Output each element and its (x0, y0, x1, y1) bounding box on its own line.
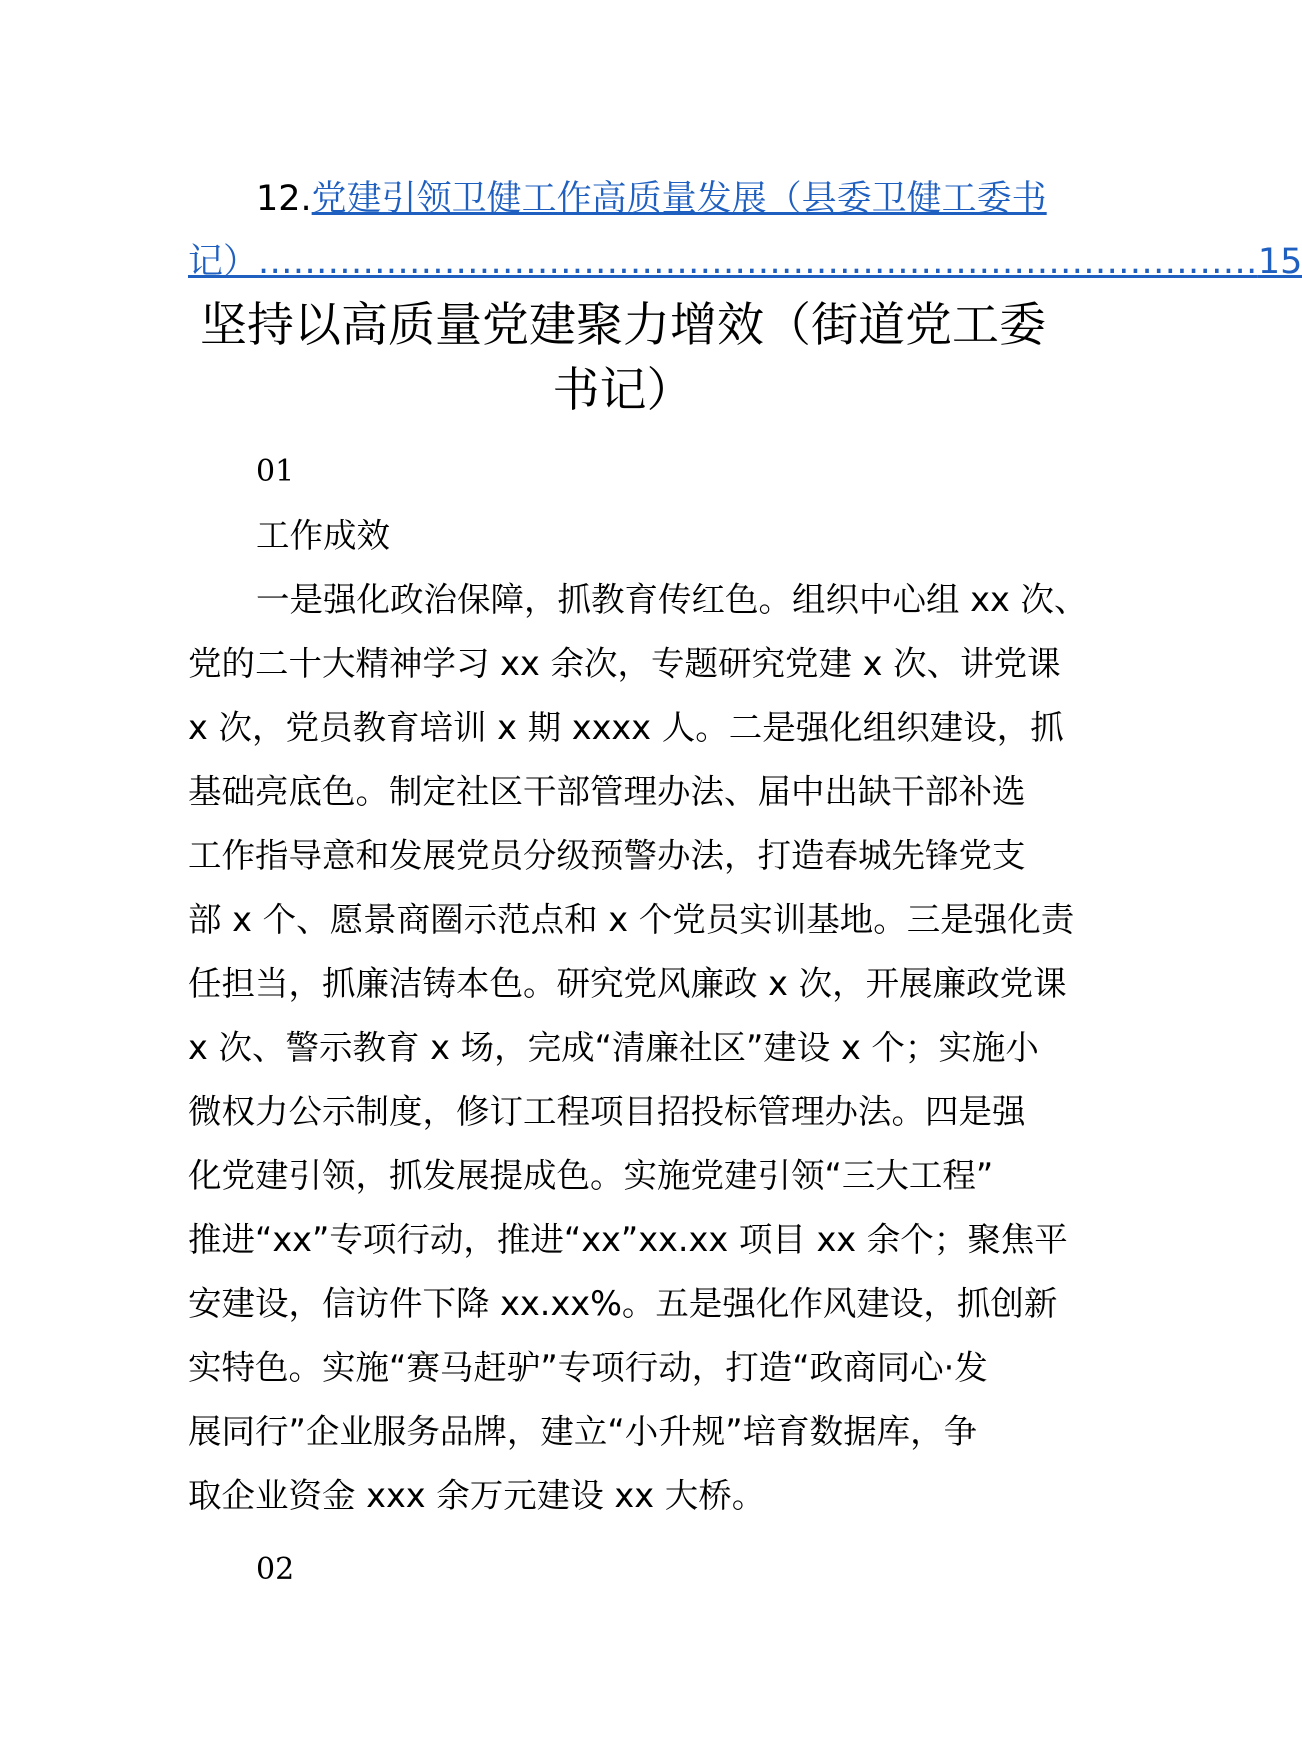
paragraph-line: 化党建引领，抓发展提成色。实施党建引领“三大工程” (188, 1156, 994, 1195)
toc-entry-number: 12. (256, 179, 312, 219)
document-title-line-1: 坚持以高质量党建聚力增效（街道党工委 (200, 298, 1046, 353)
section-number-2: 02 (256, 1552, 295, 1587)
paragraph-line: 党的二十大精神学习 xx 余次，专题研究党建 x 次、讲党课 (188, 644, 1061, 683)
toc-entry-line-1[interactable] (188, 168, 1058, 231)
document-title (188, 293, 1058, 423)
paragraph-line: 取企业资金 xxx 余万元建设 xx 大桥。 (188, 1476, 766, 1515)
toc-entry-link-continued[interactable]: 记） (188, 242, 259, 282)
paragraph-line: x 次、警示教育 x 场，完成“清廉社区”建设 x 个；实施小 (188, 1028, 1039, 1067)
paragraph-line: 展同行”企业服务品牌，建立“小升规”培育数据库，争 (188, 1412, 978, 1451)
body-paragraph (188, 568, 1088, 1528)
section-number: 01 (256, 454, 295, 489)
paragraph-line: 部 x 个、愿景商圈示范点和 x 个党员实训基地。三是强化责 (188, 900, 1075, 939)
toc-entry[interactable] (188, 168, 1302, 294)
paragraph-line: 工作指导意和发展党员分级预警办法，打造春城先锋党支 (188, 836, 1026, 875)
toc-entry-link[interactable]: 党建引领卫健工作高质量发展（县委卫健工委书 (311, 179, 1047, 219)
section-heading: 工作成效 (256, 516, 390, 555)
paragraph-line: x 次，党员教育培训 x 期 xxxx 人。二是强化组织建设，抓 (188, 708, 1064, 747)
paragraph-line: 实特色。实施“赛马赶驴”专项行动，打造“政商同心·发 (188, 1348, 988, 1387)
paragraph-line: 安建设，信访件下降 xx.xx%。五是强化作风建设，抓创新 (188, 1284, 1058, 1323)
toc-entry-line-2[interactable] (188, 231, 1302, 294)
paragraph-line: 推进“xx”专项行动，推进“xx”xx.xx 项目 xx 余个；聚焦平 (188, 1220, 1068, 1259)
document-body (188, 440, 1088, 1528)
paragraph-line: 一是强化政治保障，抓教育传红色。组织中心组 xx 次、 (256, 580, 1088, 619)
toc-page-number[interactable]: 15 (1257, 242, 1302, 282)
document-title-line-2: 书记） (552, 363, 694, 418)
toc-leader-dots: ...................................................................................... (258, 242, 1258, 282)
paragraph-line: 任担当，抓廉洁铸本色。研究党风廉政 x 次，开展廉政党课 (188, 964, 1067, 1003)
paragraph-line: 微权力公示制度，修订工程项目招投标管理办法。四是强 (188, 1092, 1026, 1131)
paragraph-line: 基础亮底色。制定社区干部管理办法、届中出缺干部补选 (188, 772, 1026, 811)
